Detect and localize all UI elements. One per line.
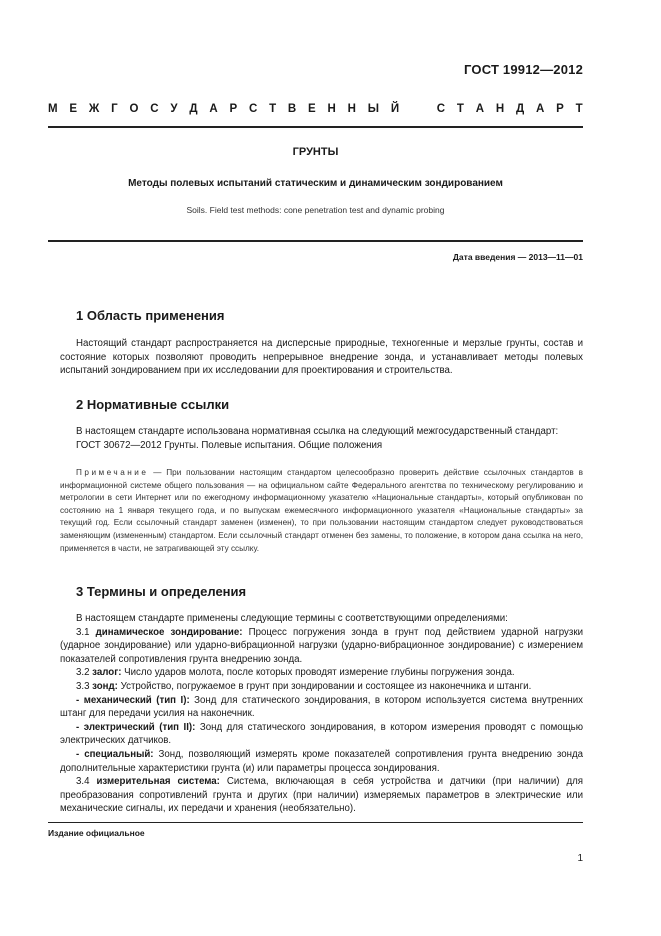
banner-letter: М [48, 103, 58, 115]
standard-type-banner [48, 103, 583, 115]
term-label: зонд: [92, 680, 118, 692]
banner-letter: Ж [88, 103, 100, 115]
term-definition: Устройство, погружаемое в грунт при зондировании и состоящее из наконечника и штанги. [120, 680, 532, 692]
edition-label: Издание официальное [48, 828, 145, 838]
term-number: 3.4 [76, 776, 90, 788]
banner-letter: Й [390, 103, 400, 115]
page-number: 1 [577, 853, 583, 864]
banner-letter: О [129, 103, 139, 115]
banner-letter: Р [229, 103, 238, 115]
section-3-heading: 3 Термины и определения [76, 584, 247, 599]
term-label: динамическое зондирование: [95, 626, 243, 638]
term-3-3 [60, 680, 583, 694]
banner-letter: С [150, 103, 159, 115]
subterm-label: - механический (тип I): [76, 694, 190, 706]
banner-letter: У [170, 103, 178, 115]
references-intro: В настоящем стандарте использована нормативная ссылка на следующий межгосударственный стандарт: [76, 426, 559, 437]
banner-letter: Ы [367, 103, 380, 115]
banner-word-gap [411, 103, 425, 115]
note-label: Примечание [76, 468, 149, 477]
introduction-date: Дата введения — 2013—11—01 [452, 252, 583, 262]
term-label: измерительная система: [96, 776, 220, 788]
reference-item: ГОСТ 30672—2012 Грунты. Полевые испытания. Общие положения [76, 439, 383, 451]
banner-letter: Е [69, 103, 78, 115]
term-3-1 [60, 626, 583, 667]
banner-letter: Е [308, 103, 316, 115]
section-1-body [60, 337, 583, 378]
english-title: Soils. Field test methods: cone penetration test and dynamic probing [186, 205, 445, 215]
scope-paragraph: Настоящий стандарт распространяется на дисперсные природные, техногенные и мерзлые грунты, состав и состояние которых позволяют проводить непрерывное внедрение зонда, и устанавливает методы полевых испытаний зондированием при их исследовании для проектирования и строительства. [60, 338, 583, 377]
section-1-heading: 1 Область применения [76, 308, 225, 323]
banner-letter: Г [111, 103, 118, 115]
banner-letter: С [248, 103, 258, 115]
term-number: 3.1 [76, 626, 90, 638]
banner-letter: Н [495, 103, 505, 115]
term-definition: Система, включающая в себя устройства и датчики (при наличии) для преобразования сопротивлений грунта и других (при наличии) измеряемых параметров в электрические или механические сигналы, их передачи и хранения (необязательно). [60, 776, 583, 815]
subterm-definition: Зонд для статического зондирования, в котором используется система внутренних штанг для передачи усилия на наконечник. [60, 694, 583, 720]
banner-letter: Р [556, 103, 564, 115]
term-3-4 [60, 775, 583, 816]
terms-intro: В настоящем стандарте применены следующие термины с соответствующими определениями: [76, 613, 508, 624]
term-definition: Число ударов молота, после которых проводят измерение глубины погружения зонда. [124, 667, 515, 679]
term-number: 3.2 [76, 667, 90, 679]
banner-letter: С [436, 103, 446, 115]
banner-letter: А [209, 103, 218, 115]
document-number: ГОСТ 19912—2012 [464, 62, 583, 77]
note-text: — При пользовании настоящим стандартом целесообразно проверить действие ссылочных стандартов в информационной системе общего пользования — на официальном сайте Федерального агентства по техническому регулированию и метрологии в сети Интернет или по ежегодному информационному указателю «Национальные стандарты», который опубликован по состоянию на 1 января текущего года, и по выпускам ежемесячного информационного указателя «Национальные стандарты» за текущий год. Если ссылочный стандарт заменен (изменен), то при пользовании настоящим стандартом следует руководствоваться заменяющим (измененным) стандартом. Если ссылочный стандарт отменен без замены, то положение, в котором дана ссылка на него, применяется в части, не затрагивающей эту ссылку. [60, 468, 583, 553]
section-2-heading: 2 Нормативные ссылки [76, 397, 230, 412]
banner-letter: А [535, 103, 545, 115]
term-label: залог: [92, 667, 122, 679]
term-3-2 [60, 666, 583, 680]
term-definition: Процесс погружения зонда в грунт под действием ударной нагрузки (ударное зондирование) или ударно-вибрационной нагрузки (ударно-вибрационное зондирование) с измерением показателей сопротивления грунта внедрению зонда. [60, 626, 583, 665]
title-divider [48, 240, 583, 242]
subterm-special [60, 748, 583, 775]
subterm-label: - специальный: [76, 748, 154, 760]
banner-letter: Н [347, 103, 356, 115]
document-subtitle: Методы полевых испытаний статическим и динамическим зондированием [128, 178, 503, 189]
note-block [60, 467, 583, 555]
term-number: 3.3 [76, 680, 90, 692]
banner-letter: Т [575, 103, 583, 115]
subterm-label: - электрический (тип II): [76, 721, 196, 733]
footer-divider [48, 822, 583, 823]
subterm-definition: Зонд, позволяющий измерять кроме показателей сопротивления грунта внедрению зонда дополнительные характеристики грунта (и) или параметры процесса зондирования. [60, 748, 583, 774]
banner-letter: Т [269, 103, 277, 115]
section-3-body [60, 612, 583, 816]
subterm-definition: Зонд для статического зондирования, в котором измерения проводят с помощью электрических датчиков. [60, 721, 583, 747]
banner-letter: А [475, 103, 485, 115]
banner-letter: Д [515, 103, 525, 115]
top-divider [48, 126, 583, 128]
banner-letter: Н [327, 103, 336, 115]
banner-letter: Д [189, 103, 198, 115]
banner-letter: В [287, 103, 297, 115]
section-2-body [60, 425, 583, 452]
document-title: ГРУНТЫ [292, 146, 339, 158]
subterm-mechanical [60, 694, 583, 721]
banner-letter: Т [456, 103, 464, 115]
subterm-electrical [60, 721, 583, 748]
